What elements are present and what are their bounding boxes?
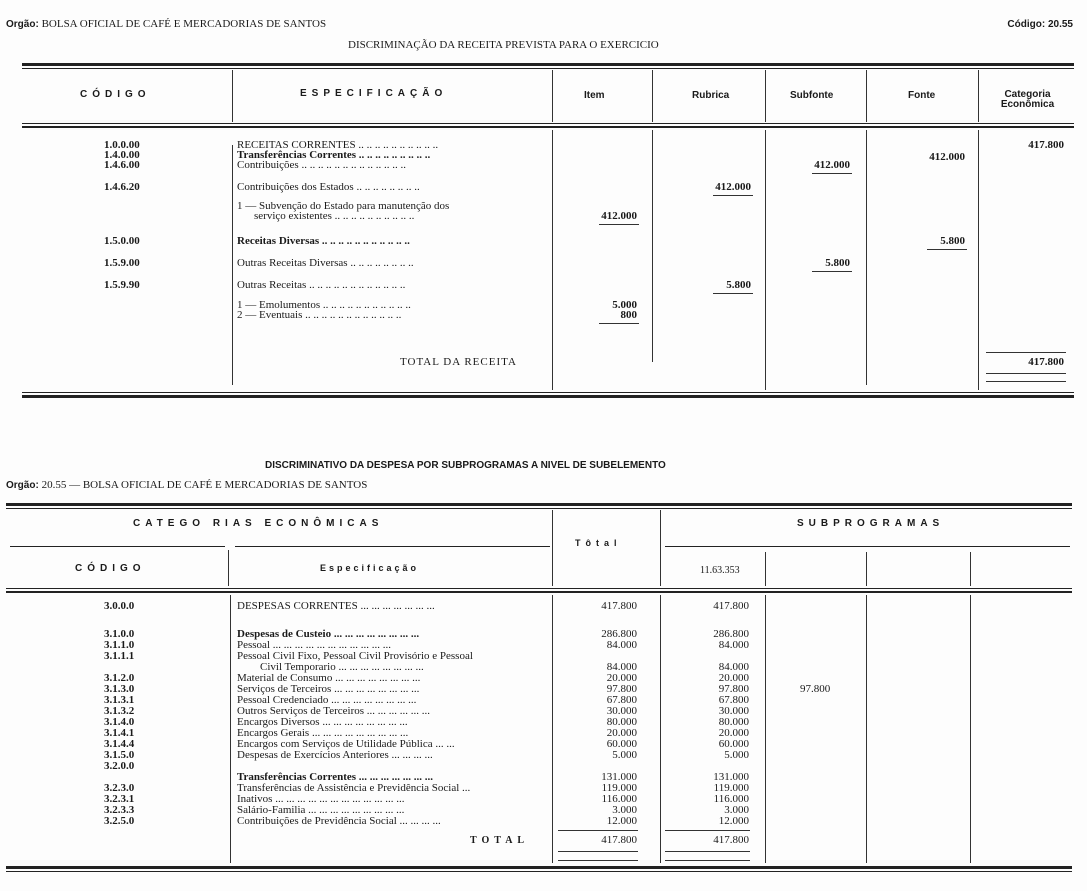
row-subprograma-1-value: 12.000 (718, 815, 749, 827)
row-especificacao: Outras Receitas Diversas .. .. .. .. .. .. .. .. (237, 257, 414, 269)
row-especificacao: Contribuições dos Estados .. .. .. .. .. .. .. .. (237, 181, 420, 193)
row-fonte-value: 5.800 (940, 235, 965, 247)
subtotal-underline (599, 323, 639, 324)
row-code: 3.2.5.0 (104, 815, 135, 827)
row-code: 1.0.0.00 (104, 139, 140, 151)
row-subprograma-1-value: 119.000 (713, 782, 749, 794)
row-fonte-value: 412.000 (929, 151, 965, 163)
row-code: 3.1.3.1 (104, 694, 135, 706)
row-total-value: 20.000 (606, 672, 637, 684)
rule (22, 395, 1074, 398)
row-code: 3.1.5.0 (104, 749, 135, 761)
row-item-value: 5.000 (612, 299, 637, 311)
col-header-subprogramas: SUBPROGRAMAS (797, 518, 945, 529)
orgao-name: BOLSA OFICIAL DE CAFÉ E MERCADORIAS DE SANTOS (41, 18, 327, 30)
row-code: 1.4.6.20 (104, 181, 140, 193)
row-especificacao: Encargos com Serviços de Utilidade Pública ... ... (237, 738, 455, 750)
row-subprograma-1-value: 20.000 (718, 672, 749, 684)
subtotal-underline (812, 271, 852, 272)
total-despesa-value: 417.800 (601, 834, 637, 846)
row-subprograma-1-value: 131.000 (713, 771, 749, 783)
col-header-codigo: CÓDIGO (75, 563, 146, 574)
subtotal-underline (713, 293, 753, 294)
row-code: 1.4.0.00 (104, 149, 140, 161)
row-code: 1.5.0.00 (104, 235, 140, 247)
row-especificacao: 1 — Subvenção do Estado para manutenção dos (237, 200, 450, 212)
row-subprograma-1-value: 417.800 (713, 600, 749, 612)
row-subprograma-2-value: 97.800 (800, 683, 831, 695)
row-item-value: 800 (620, 309, 637, 321)
row-subprograma-1-value: 5.000 (724, 749, 749, 761)
row-subprograma-1-value: 116.000 (713, 793, 749, 805)
row-especificacao: Civil Temporario ... ... ... ... ... ... ... ... (260, 661, 424, 673)
row-subprograma-1-value: 286.800 (713, 628, 749, 640)
row-especificacao: Pessoal Credenciado ... ... ... ... ... ... ... ... (237, 694, 417, 706)
col-header-categorias: CATEGO RIAS ECONÔMICAS (133, 518, 384, 529)
row-rubrica-value: 5.800 (726, 279, 751, 291)
row-code: 3.1.3.0 (104, 683, 135, 695)
row-code: 3.2.3.1 (104, 793, 135, 805)
rule (22, 68, 1074, 69)
row-code: 3.1.4.4 (104, 738, 135, 750)
subtotal-underline (812, 173, 852, 174)
row-total-value: 131.000 (601, 771, 637, 783)
row-especificacao: 1 — Emolumentos .. .. .. .. .. .. .. .. .. .. .. (237, 299, 411, 311)
col-header-subfonte: Subfonte (790, 90, 834, 101)
row-code: 3.0.0.0 (104, 600, 135, 612)
despesa-orgao-line (6, 479, 367, 491)
row-code: 3.1.4.1 (104, 727, 135, 739)
orgao-line (6, 18, 326, 30)
row-categoria-value: 417.800 (1028, 139, 1064, 151)
row-especificacao: Transferências Correntes ... ... ... ... ... ... ... (237, 771, 434, 783)
row-code: 3.1.2.0 (104, 672, 135, 684)
col-header-subprograma-1: 11.63.353 (700, 565, 740, 576)
row-especificacao: Encargos Diversos ... ... ... ... ... ... ... ... (237, 716, 408, 728)
col-header-categoria: Categoria Econômica (1000, 89, 1055, 110)
row-especificacao: RECEITAS CORRENTES .. .. .. .. .. .. .. .. .. .. (237, 139, 439, 151)
codigo-line (1007, 19, 1073, 30)
orgao-name: 20.55 — BOLSA OFICIAL DE CAFÉ E MERCADORIAS DE SANTOS (41, 479, 368, 491)
row-code: 3.1.3.2 (104, 705, 135, 717)
row-total-value: 286.800 (601, 628, 637, 640)
row-code: 3.2.3.3 (104, 804, 135, 816)
total-receita-value: 417.800 (1028, 356, 1064, 368)
col-header-especificacao: Especificação (320, 563, 420, 573)
row-especificacao: Contribuições .. .. .. .. .. .. .. .. .. .. .. .. .. (237, 159, 406, 171)
row-subprograma-1-value: 60.000 (718, 738, 749, 750)
row-code: 1.5.9.00 (104, 257, 140, 269)
row-subprograma-1-value: 84.000 (718, 639, 749, 651)
col-header-fonte: Fonte (908, 90, 936, 101)
row-total-value: 417.800 (601, 600, 637, 612)
row-especificacao: Transferências de Assistência e Previdência Social ... (237, 782, 471, 794)
total-subprograma-value: 417.800 (713, 834, 749, 846)
rule (22, 123, 1074, 124)
row-especificacao: Despesas de Exercícios Anteriores ... ... ... ... (237, 749, 433, 761)
row-especificacao: Contribuições de Previdência Social ... ... ... ... (237, 815, 441, 827)
row-total-value: 84.000 (606, 661, 637, 673)
total-receita-label: TOTAL DA RECEITA (400, 356, 517, 368)
row-code: 3.1.0.0 (104, 628, 135, 640)
row-subfonte-value: 5.800 (825, 257, 850, 269)
row-total-value: 3.000 (612, 804, 637, 816)
subtotal-underline (713, 195, 753, 196)
rule (22, 392, 1074, 393)
col-header-item: Item (584, 90, 605, 101)
row-especificacao-cont: serviço existentes .. .. .. .. .. .. .. .. .. .. (254, 210, 415, 222)
orgao-label: Orgão: (6, 480, 39, 491)
row-code: 1.5.9.90 (104, 279, 140, 291)
row-especificacao: 2 — Eventuais .. .. .. .. .. .. .. .. .. .. .. .. (237, 309, 402, 321)
row-total-value: 116.000 (601, 793, 637, 805)
row-code: 3.1.1.1 (104, 650, 135, 662)
row-especificacao: Despesas de Custeio ... ... ... ... ... ... ... ... (237, 628, 420, 640)
row-especificacao: Salário-Familia ... ... ... ... ... ... ... ... ... (237, 804, 405, 816)
row-subprograma-1-value: 97.800 (718, 683, 749, 695)
rule (22, 126, 1074, 128)
row-total-value: 97.800 (606, 683, 637, 695)
row-code: 3.2.3.0 (104, 782, 135, 794)
row-code: 1.4.6.00 (104, 159, 140, 171)
rule (22, 63, 1074, 66)
col-header-codigo: CÓDIGO (80, 89, 151, 100)
row-subprograma-1-value: 3.000 (724, 804, 749, 816)
row-especificacao: Receitas Diversas .. .. .. .. .. .. .. .. .. .. .. (237, 235, 410, 247)
receita-title: DISCRIMINAÇÃO DA RECEITA PREVISTA PARA O EXERCICIO (348, 39, 659, 51)
row-subprograma-1-value: 84.000 (718, 661, 749, 673)
row-code: 3.1.4.0 (104, 716, 135, 728)
row-total-value: 119.000 (601, 782, 637, 794)
row-especificacao: Material de Consumo ... ... ... ... ... ... ... ... (237, 672, 421, 684)
row-item-value: 412.000 (601, 210, 637, 222)
row-subfonte-value: 412.000 (814, 159, 850, 171)
row-subprograma-1-value: 80.000 (718, 716, 749, 728)
orgao-label: Orgão: (6, 19, 39, 30)
row-total-value: 12.000 (606, 815, 637, 827)
row-subprograma-1-value: 20.000 (718, 727, 749, 739)
row-especificacao: Serviços de Terceiros ... ... ... ... ... ... ... ... (237, 683, 420, 695)
row-rubrica-value: 412.000 (715, 181, 751, 193)
codigo-value: 20.55 (1047, 19, 1073, 30)
despesa-title: DISCRIMINATIVO DA DESPESA POR SUBPROGRAMAS A NIVEL DE SUBELEMENTO (265, 460, 666, 471)
row-total-value: 20.000 (606, 727, 637, 739)
subtotal-underline (927, 249, 967, 250)
row-especificacao: DESPESAS CORRENTES ... ... ... ... ... ... ... (237, 600, 435, 612)
row-code: 3.1.1.0 (104, 639, 135, 651)
row-total-value: 60.000 (606, 738, 637, 750)
codigo-label: Código: (1007, 19, 1046, 30)
row-total-value: 67.800 (606, 694, 637, 706)
row-total-value: 30.000 (606, 705, 637, 717)
row-code: 3.2.0.0 (104, 760, 135, 772)
row-especificacao: Inativos ... ... ... ... ... ... ... ... ... ... ... ... (237, 793, 405, 805)
row-especificacao: Encargos Gerais ... ... ... ... ... ... ... ... ... (237, 727, 409, 739)
subtotal-underline (599, 224, 639, 225)
row-total-value: 5.000 (612, 749, 637, 761)
row-total-value: 84.000 (606, 639, 637, 651)
total-despesa-label: TOTAL (470, 835, 530, 846)
row-especificacao: Transferências Correntes .. .. .. .. .. .. .. .. .. (237, 149, 431, 161)
row-subprograma-1-value: 30.000 (718, 705, 749, 717)
row-total-value: 80.000 (606, 716, 637, 728)
row-especificacao: Outros Serviços de Terceiros ... ... ... ... ... ... (237, 705, 431, 717)
col-header-total: Tôtal (575, 538, 622, 548)
row-especificacao: Pessoal Civil Fixo, Pessoal Civil Provisório e Pessoal (237, 650, 473, 662)
col-header-rubrica: Rubrica (692, 90, 730, 101)
col-header-especificacao: ESPECIFICAÇÃO (300, 88, 448, 99)
row-especificacao: Pessoal ... ... ... ... ... ... ... ... ... ... ... (237, 639, 391, 651)
row-subprograma-1-value: 67.800 (718, 694, 749, 706)
row-especificacao: Outras Receitas .. .. .. .. .. .. .. .. .. .. .. .. (237, 279, 406, 291)
